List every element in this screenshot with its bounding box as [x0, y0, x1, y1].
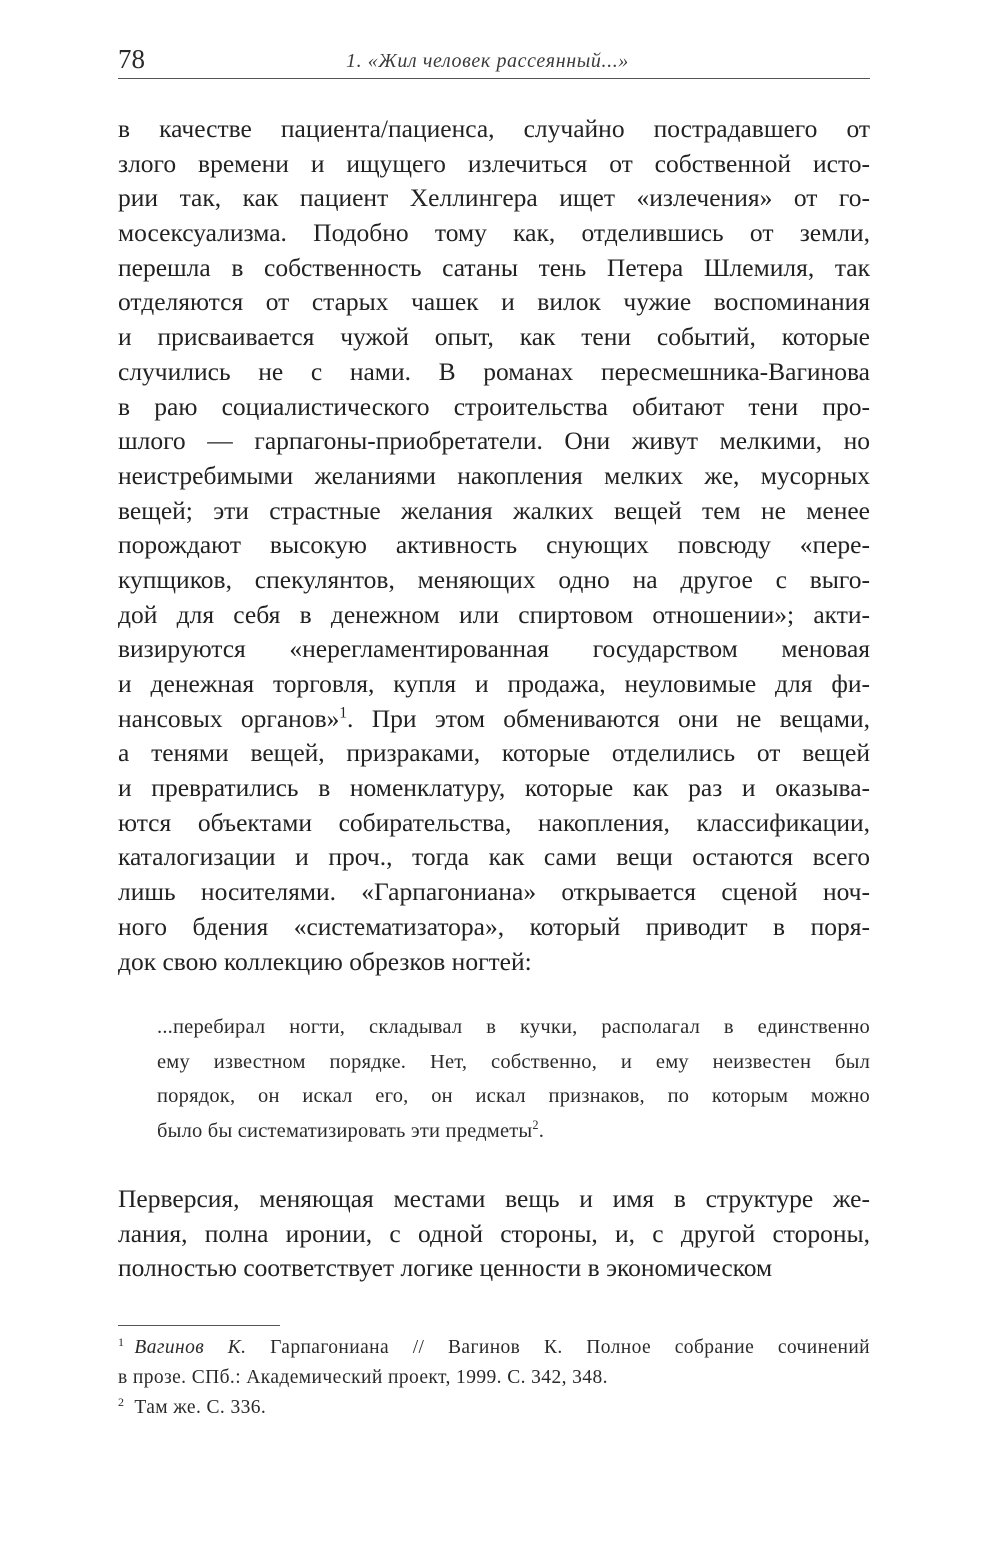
- text-line: злого времени и ищущего излечиться от собственной исто-: [118, 148, 870, 178]
- text-line: док свою коллекцию обрезков ногтей:: [118, 946, 532, 976]
- text-line: и превратились в номенклатуру, которые как раз и оказыва-: [118, 773, 870, 803]
- text-line: в раю социалистического строительства обитают тени про-: [118, 391, 870, 421]
- text-line: купщиков, спекулянтов, меняющих одно на другое с выго-: [118, 564, 870, 594]
- text-line: лишь носителями. «Гарпагониана» открывается сценой ноч-: [118, 877, 870, 907]
- text-line: ного бдения «систематизатора», который приводит в поря-: [118, 911, 870, 941]
- text-line: случились не с нами. В романах пересмешника-Вагинова: [118, 356, 870, 386]
- footnote-ref-2[interactable]: 2: [532, 1117, 539, 1132]
- header-rule: [118, 78, 870, 79]
- text-line: Перверсия, меняющая местами вещь и имя в структуре же-: [118, 1184, 870, 1213]
- text-line: a тенями вещей, призраками, которые отделились от вещей: [118, 738, 870, 768]
- text-line: визируются «нерегламентированная государством меновая: [118, 634, 870, 664]
- footnotes: [118, 1333, 870, 1423]
- footnote-1-line-2: в прозе. СПб.: Академический проект, 1999. С. 342, 348.: [118, 1367, 608, 1388]
- block-quote: [157, 1010, 870, 1148]
- text-line: и присваивается чужой опыт, как тени событий, которые: [118, 322, 870, 352]
- text-line: рии так, как пациент Хеллингера ищет «излечения» от го-: [118, 183, 870, 213]
- text-line: ются объектами собирательства, накопления, классификации,: [118, 807, 870, 837]
- text-line: неистребимыми желаниями накопления мелких же, мусорных: [118, 460, 870, 490]
- quote-line: порядок, он искал его, он искал признаков, по которым можно: [157, 1085, 870, 1107]
- footnote-text: Там же. С. 336.: [134, 1397, 267, 1418]
- quote-line: ему известном порядке. Нет, собственно, и ему неизвестен был: [157, 1050, 870, 1073]
- running-title: 1. «Жил человек рассеянный...»: [346, 50, 629, 72]
- text-line: лания, полна иронии, с одной стороны, и, с другой стороны,: [118, 1218, 870, 1248]
- page-header: [118, 40, 870, 80]
- text-line: перешла в собственность сатаны тень Петера Шлемиля, так: [118, 252, 870, 282]
- footnote-mark: 1: [118, 1334, 125, 1349]
- text-fragment: . При этом обмениваются они не вещами,: [347, 703, 870, 733]
- footnote-ref-1[interactable]: 1: [339, 704, 348, 722]
- paragraph-2: [118, 1182, 870, 1286]
- footnote-text: Гарпагониана // Вагинов К. Полное собрание сочинений: [246, 1337, 871, 1358]
- footnote-mark: 2: [118, 1394, 125, 1409]
- footnote-author: Вагинов К.: [134, 1337, 247, 1358]
- quote-line: ...перебирал ногти, складывал в кучки, располагал в единственно: [157, 1016, 870, 1038]
- text-fragment: нансовых органов»: [118, 703, 340, 733]
- text-line: шлого — гарпагоны-приобретатели. Они живут мелкими, но: [118, 426, 870, 456]
- text-line: отделяются от старых чашек и вилок чужие воспоминания: [118, 287, 870, 317]
- text-fragment: было бы систематизировать эти предметы: [157, 1119, 533, 1142]
- text-line: и денежная торговля, купля и продажа, неуловимые для фи-: [118, 669, 870, 698]
- text-line: каталогизации и проч., тогда как сами вещи остаются всего: [118, 842, 870, 872]
- footnote-rule: [118, 1325, 280, 1326]
- text-line: вещей; эти страстные желания жалких вещей тем не менее: [118, 495, 870, 525]
- text-line: мосексуализма. Подобно тому как, отделившись от земли,: [118, 218, 870, 248]
- text-line-with-footnote: [118, 702, 870, 737]
- text-line: полностью соответствует логике ценности в экономическом: [118, 1253, 773, 1283]
- footnote-2-line: [118, 1393, 870, 1423]
- footnote-1-line: [118, 1333, 870, 1363]
- page-number: 78: [118, 44, 145, 74]
- quote-line-with-footnote: [157, 1114, 870, 1149]
- text-line: дой для себя в денежном или спиртовом отношении»; акти-: [118, 599, 870, 629]
- text-line: в качестве пациента/пациенса, случайно пострадавшего от: [118, 114, 870, 143]
- text-fragment: .: [538, 1119, 545, 1142]
- paragraph-1: [118, 112, 870, 979]
- text-line: порождают высокую активность снующих повсюду «пере-: [118, 530, 870, 560]
